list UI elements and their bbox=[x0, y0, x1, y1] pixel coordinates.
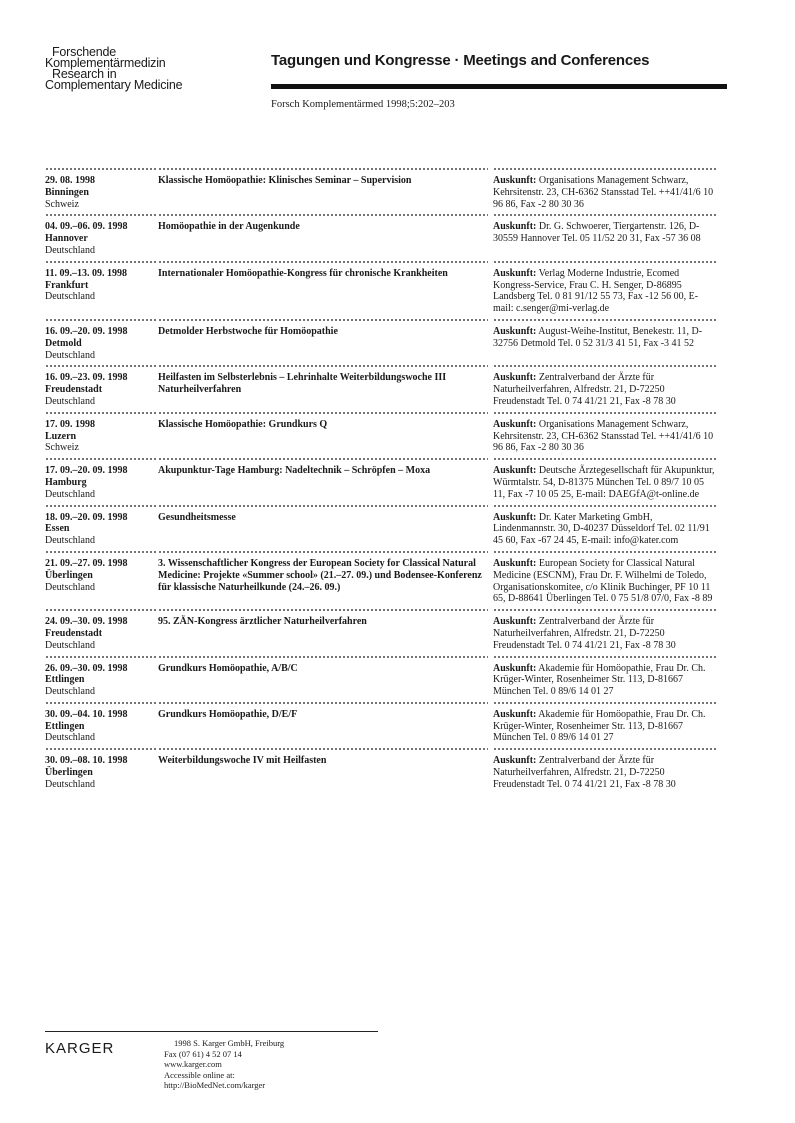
event-contact bbox=[493, 214, 716, 260]
event-title: Grundkurs Homöopathie, A/B/C bbox=[158, 662, 298, 674]
event-title: Internationaler Homöopathie-Kongress für chronische Krankheiten bbox=[158, 267, 448, 279]
event-row bbox=[45, 609, 725, 655]
event-when-where bbox=[45, 505, 158, 551]
page-title: Tagungen und Kongresse · Meetings and Conferences bbox=[271, 52, 650, 69]
event-date: 30. 09.–04. 10. 1998 bbox=[45, 708, 128, 720]
event-date: 16. 09.–20. 09. 1998 bbox=[45, 325, 128, 337]
event-date: 04. 09.–06. 09. 1998 bbox=[45, 221, 128, 233]
contact-label: Auskunft: bbox=[493, 616, 537, 628]
event-city: Ettlingen bbox=[45, 674, 85, 686]
event-title-cell bbox=[158, 168, 488, 214]
contact-text: Dr. G. Schwoerer, Tiergartenstr. 126, D-30559 Hannover Tel. 05 11/52 20 31, Fax -57 36 08 bbox=[493, 221, 701, 245]
event-date: 30. 09.–08. 10. 1998 bbox=[45, 755, 128, 767]
contact-text: Akademie für Homöopathie, Frau Dr. Ch. Krüger-Winter, Rosenheimer Str. 113, D-81667 München Tel. 0 89/6 14 01 27 bbox=[493, 708, 706, 744]
event-row bbox=[45, 412, 725, 458]
event-when-where bbox=[45, 168, 158, 214]
event-date: 18. 09.–20. 09. 1998 bbox=[45, 511, 128, 523]
event-when-where bbox=[45, 656, 158, 702]
journal-logo-line: Forschende bbox=[52, 45, 117, 59]
contact-text: Akademie für Homöopathie, Frau Dr. Ch. Krüger-Winter, Rosenheimer Str. 113, D-81667 München Tel. 0 89/6 14 01 27 bbox=[493, 662, 706, 698]
contact-text: Organisations Management Schwarz, Kehrsitenstr. 23, CH-6362 Stansstad Tel. ++41/41/6 10 96 86, Fax -2 80 30 36 bbox=[493, 418, 714, 454]
contact-label: Auskunft: bbox=[493, 175, 537, 186]
citation: Forsch Komplementärmed 1998;5:202–203 bbox=[271, 99, 455, 110]
event-when-where bbox=[45, 214, 158, 260]
contact-text: Organisations Management Schwarz, Kehrsitenstr. 23, CH-6362 Stansstad Tel. ++41/41/6 10 96 86, Fax -2 80 30 36 bbox=[493, 175, 714, 210]
contact-text: August-Weihe-Institut, Benekestr. 11, D-32756 Detmold Tel. 0 52 31/3 41 51, Fax -3 41 52 bbox=[493, 325, 703, 349]
event-title: Grundkurs Homöopathie, D/E/F bbox=[158, 708, 298, 720]
event-title: Akupunktur-Tage Hamburg: Nadeltechnik – Schröpfen – Moxa bbox=[158, 465, 431, 477]
contact-label: Auskunft: bbox=[493, 662, 537, 674]
event-city: Hannover bbox=[45, 233, 88, 245]
event-title: Homöopathie in der Augenkunde bbox=[158, 221, 300, 233]
event-country: Deutschland bbox=[45, 488, 95, 500]
journal-logo-line: Research in bbox=[52, 67, 117, 81]
contact-text: Deutsche Ärztegesellschaft für Akupunktur, Würmtalstr. 54, D-81375 München Tel. 0 89/7 10 05 11, Fax -7 10 05 25, E-mail: DAEGfA@t-online.de bbox=[493, 465, 715, 500]
contact-label: Auskunft: bbox=[493, 708, 537, 720]
event-country: Deutschland bbox=[45, 291, 95, 303]
event-country: Deutschland bbox=[45, 244, 95, 256]
event-city: Freudenstadt bbox=[45, 627, 103, 639]
event-when-where bbox=[45, 702, 158, 748]
contact-label: Auskunft: bbox=[493, 221, 537, 233]
event-row bbox=[45, 702, 725, 748]
event-country: Deutschland bbox=[45, 639, 95, 651]
event-country: Deutschland bbox=[45, 349, 95, 361]
event-contact bbox=[493, 748, 716, 794]
event-city: Essen bbox=[45, 523, 70, 535]
event-contact bbox=[493, 319, 716, 365]
event-when-where bbox=[45, 412, 158, 458]
event-city: Detmold bbox=[45, 337, 82, 349]
contact-label: Auskunft: bbox=[493, 418, 537, 430]
event-country: Schweiz bbox=[45, 198, 79, 210]
event-row bbox=[45, 458, 725, 504]
event-title: Klassische Homöopathie: Grundkurs Q bbox=[158, 418, 328, 430]
event-contact bbox=[493, 261, 716, 319]
publisher-logo: KARGER bbox=[45, 1040, 115, 1057]
event-title-cell bbox=[158, 319, 488, 365]
event-when-where bbox=[45, 551, 158, 609]
event-city: Binningen bbox=[45, 186, 89, 198]
event-row bbox=[45, 505, 725, 551]
event-row bbox=[45, 365, 725, 411]
event-row bbox=[45, 748, 725, 794]
event-country: Deutschland bbox=[45, 778, 95, 790]
event-contact bbox=[493, 365, 716, 411]
footer-rule bbox=[45, 1031, 378, 1032]
event-when-where bbox=[45, 609, 158, 655]
publisher-info-line: http://BioMedNet.com/karger bbox=[164, 1080, 266, 1090]
event-title-cell bbox=[158, 656, 488, 702]
journal-logo bbox=[45, 47, 182, 91]
event-row bbox=[45, 214, 725, 260]
event-date: 26. 09.–30. 09. 1998 bbox=[45, 662, 128, 674]
event-title-cell bbox=[158, 412, 488, 458]
event-contact bbox=[493, 458, 716, 504]
event-title-cell bbox=[158, 609, 488, 655]
event-title-cell bbox=[158, 505, 488, 551]
event-title: Detmolder Herbstwoche für Homöopathie bbox=[158, 325, 338, 337]
event-country: Deutschland bbox=[45, 732, 95, 744]
journal-logo-line: Komplementärmedizin bbox=[45, 56, 166, 70]
contact-label: Auskunft: bbox=[493, 511, 537, 523]
event-country: Deutschland bbox=[45, 395, 95, 407]
event-contact bbox=[493, 702, 716, 748]
event-row bbox=[45, 551, 725, 609]
event-city: Freudenstadt bbox=[45, 384, 103, 396]
event-contact bbox=[493, 505, 716, 551]
journal-logo-line: Complementary Medicine bbox=[45, 78, 183, 92]
event-contact bbox=[493, 168, 716, 214]
event-title: 95. ZÄN-Kongress ärztlicher Naturheilverfahren bbox=[158, 616, 367, 628]
event-city: Luzern bbox=[45, 430, 77, 442]
event-title: 3. Wissenschaftlicher Kongress der European Society for Classical Natural Medicine: Projekte «Summer school» (21.–27. 09.) und Bodensee-Konferenz für klassische Naturheilkunde (24.–26. 09.) bbox=[158, 557, 482, 593]
event-row bbox=[45, 261, 725, 319]
event-when-where bbox=[45, 748, 158, 794]
event-when-where bbox=[45, 261, 158, 319]
event-date: 17. 09. 1998 bbox=[45, 418, 95, 430]
contact-text: Zentralverband der Ärzte für Naturheilverfahren, Alfredstr. 21, D-72250 Freudenstadt Tel. 0 74 41/21 21, Fax -8 78 30 bbox=[493, 755, 676, 790]
publisher-info-line: Fax (07 61) 4 52 07 14 bbox=[164, 1048, 242, 1059]
contact-label: Auskunft: bbox=[493, 755, 537, 767]
header-rule bbox=[271, 84, 727, 89]
event-contact bbox=[493, 656, 716, 702]
events-list bbox=[45, 168, 725, 795]
publisher-info bbox=[164, 1038, 284, 1091]
event-date: 17. 09.–20. 09. 1998 bbox=[45, 465, 128, 477]
event-row bbox=[45, 168, 725, 214]
event-title-cell bbox=[158, 365, 488, 411]
event-title: Heilfasten im Selbsterlebnis – Lehrinhalte Weiterbildungswoche III Naturheilverfahren bbox=[158, 372, 447, 396]
event-title-cell bbox=[158, 214, 488, 260]
event-country: Deutschland bbox=[45, 686, 95, 698]
event-city: Überlingen bbox=[45, 767, 93, 779]
event-contact bbox=[493, 551, 716, 609]
contact-label: Auskunft: bbox=[493, 372, 537, 384]
event-contact bbox=[493, 412, 716, 458]
event-date: 24. 09.–30. 09. 1998 bbox=[45, 616, 128, 628]
contact-text: Dr. Kater Marketing GmbH, Lindenmannstr. 30, D-40237 Düsseldorf Tel. 02 11/91 45 60, Fax -67 24 45, E-mail: info@kater.com bbox=[493, 511, 710, 547]
contact-text: Zentralverband der Ärzte für Naturheilverfahren, Alfredstr. 21, D-72250 Freudenstadt Tel. 0 74 41/21 21, Fax -8 78 30 bbox=[493, 616, 676, 651]
event-date: 16. 09.–23. 09. 1998 bbox=[45, 372, 128, 384]
event-title-cell bbox=[158, 261, 488, 319]
event-when-where bbox=[45, 319, 158, 365]
event-contact bbox=[493, 609, 716, 655]
event-title-cell bbox=[158, 702, 488, 748]
event-date: 29. 08. 1998 bbox=[45, 175, 95, 186]
contact-text: Verlag Moderne Industrie, Ecomed Kongress-Service, Frau C. H. Senger, D-86895 Landsberg Tel. 0 81 91/12 55 73, Fax -12 56 00, E-mail: c.senger@mi-verlag.de bbox=[493, 267, 699, 315]
contact-label: Auskunft: bbox=[493, 465, 537, 477]
publisher-info-line: Accessible online at: bbox=[164, 1069, 235, 1080]
event-title-cell bbox=[158, 748, 488, 794]
event-row bbox=[45, 319, 725, 365]
event-when-where bbox=[45, 365, 158, 411]
event-country: Schweiz bbox=[45, 442, 79, 454]
event-title-cell bbox=[158, 458, 488, 504]
event-city: Überlingen bbox=[45, 569, 93, 581]
event-title: Weiterbildungswoche IV mit Heilfasten bbox=[158, 755, 327, 767]
event-city: Ettlingen bbox=[45, 720, 85, 732]
event-city: Hamburg bbox=[45, 476, 87, 488]
event-date: 21. 09.–27. 09. 1998 bbox=[45, 557, 128, 569]
event-title: Klassische Homöopathie: Klinisches Seminar – Supervision bbox=[158, 175, 412, 186]
event-country: Deutschland bbox=[45, 581, 95, 593]
event-city: Frankfurt bbox=[45, 279, 89, 291]
event-title-cell bbox=[158, 551, 488, 609]
publisher-info-line: www.karger.com bbox=[164, 1059, 222, 1069]
contact-label: Auskunft: bbox=[493, 267, 537, 279]
event-row bbox=[45, 656, 725, 702]
contact-text: Zentralverband der Ärzte für Naturheilverfahren, Alfredstr. 21, D-72250 Freudenstadt Tel. 0 74 41/21 21, Fax -8 78 30 bbox=[493, 372, 676, 407]
contact-label: Auskunft: bbox=[493, 557, 537, 569]
event-title: Gesundheitsmesse bbox=[158, 511, 236, 523]
event-date: 11. 09.–13. 09. 1998 bbox=[45, 267, 127, 279]
contact-label: Auskunft: bbox=[493, 325, 537, 337]
contact-text: European Society for Classical Natural Medicine (ESCNM), Frau Dr. F. Wilhelmi de Toledo, Organisationskomitee, c/o Klinik Buchinger, PF 10 11 65, D-88641 Überlingen Tel. 0 75 51/8 07/0, Fax -8 89 bbox=[493, 557, 713, 605]
event-country: Deutschland bbox=[45, 535, 95, 547]
event-when-where bbox=[45, 458, 158, 504]
publisher-info-line: 1998 S. Karger GmbH, Freiburg bbox=[174, 1038, 285, 1048]
